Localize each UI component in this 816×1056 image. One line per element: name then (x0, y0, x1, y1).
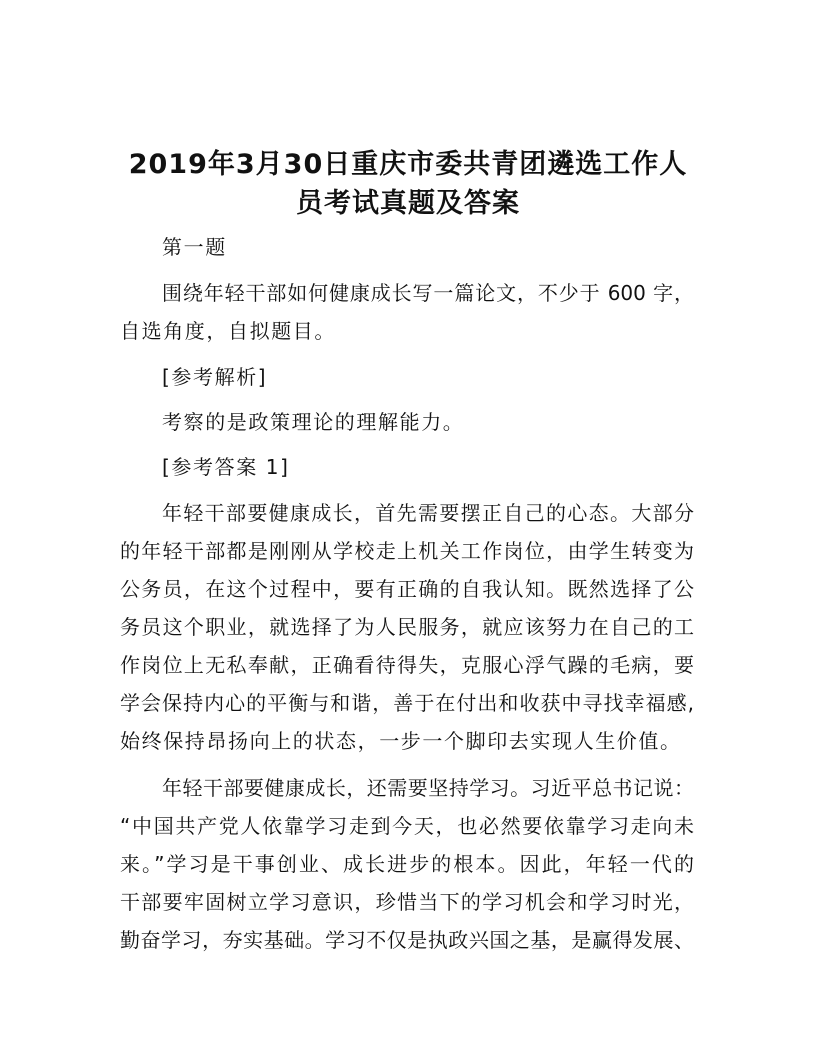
paragraph-2-line-2: “中国共产党人依靠学习走到今天，也必然要依靠学习走向未 (120, 814, 694, 838)
answer-label: [参考答案 1] (162, 455, 290, 479)
analysis-label: [参考解析] (162, 365, 268, 389)
paragraph-1-line-1: 年轻干部要健康成长，首先需要摆正自己的心态。大部分 (162, 501, 694, 525)
question-line-2: 自选角度，自拟题目。 (120, 319, 336, 343)
analysis-text: 考察的是政策理论的理解能力。 (162, 410, 465, 434)
document-title-line-2: 员考试真题及答案 (296, 188, 520, 219)
paragraph-1-line-4: 务员这个职业，就选择了为人民服务，就应该努力在自己的工 (120, 615, 694, 639)
paragraph-1-line-6: 学会保持内心的平衡与和谐，善于在付出和收获中寻找幸福感, (120, 691, 694, 715)
paragraph-1-line-5: 作岗位上无私奉献，正确看待得失，克服心浮气躁的毛病，要 (120, 653, 694, 677)
document-title-line-1: 2019年3月30日重庆市委共青团遴选工作人 (128, 149, 688, 180)
paragraph-2-line-4: 干部要牢固树立学习意识，珍惜当下的学习机会和学习时光， (120, 890, 694, 914)
paragraph-1-line-3: 公务员，在这个过程中，要有正确的自我认知。既然选择了公 (120, 577, 694, 601)
question-line-1: 围绕年轻干部如何健康成长写一篇论文，不少于 600 字， (162, 281, 694, 305)
section-heading: 第一题 (162, 235, 227, 259)
paragraph-2-line-1: 年轻干部要健康成长，还需要坚持学习。习近平总书记说： (162, 776, 694, 800)
paragraph-2-line-5: 勤奋学习，夯实基础。学习不仅是执政兴国之基，是赢得发展、 (120, 928, 694, 952)
paragraph-1-line-2: 的年轻干部都是刚刚从学校走上机关工作岗位，由学生转变为 (120, 539, 694, 563)
paragraph-1-line-7: 始终保持昂扬向上的状态，一步一个脚印去实现人生价值。 (120, 729, 682, 753)
paragraph-2-line-3: 来。”学习是干事创业、成长进步的根本。因此，年轻一代的 (120, 852, 694, 876)
